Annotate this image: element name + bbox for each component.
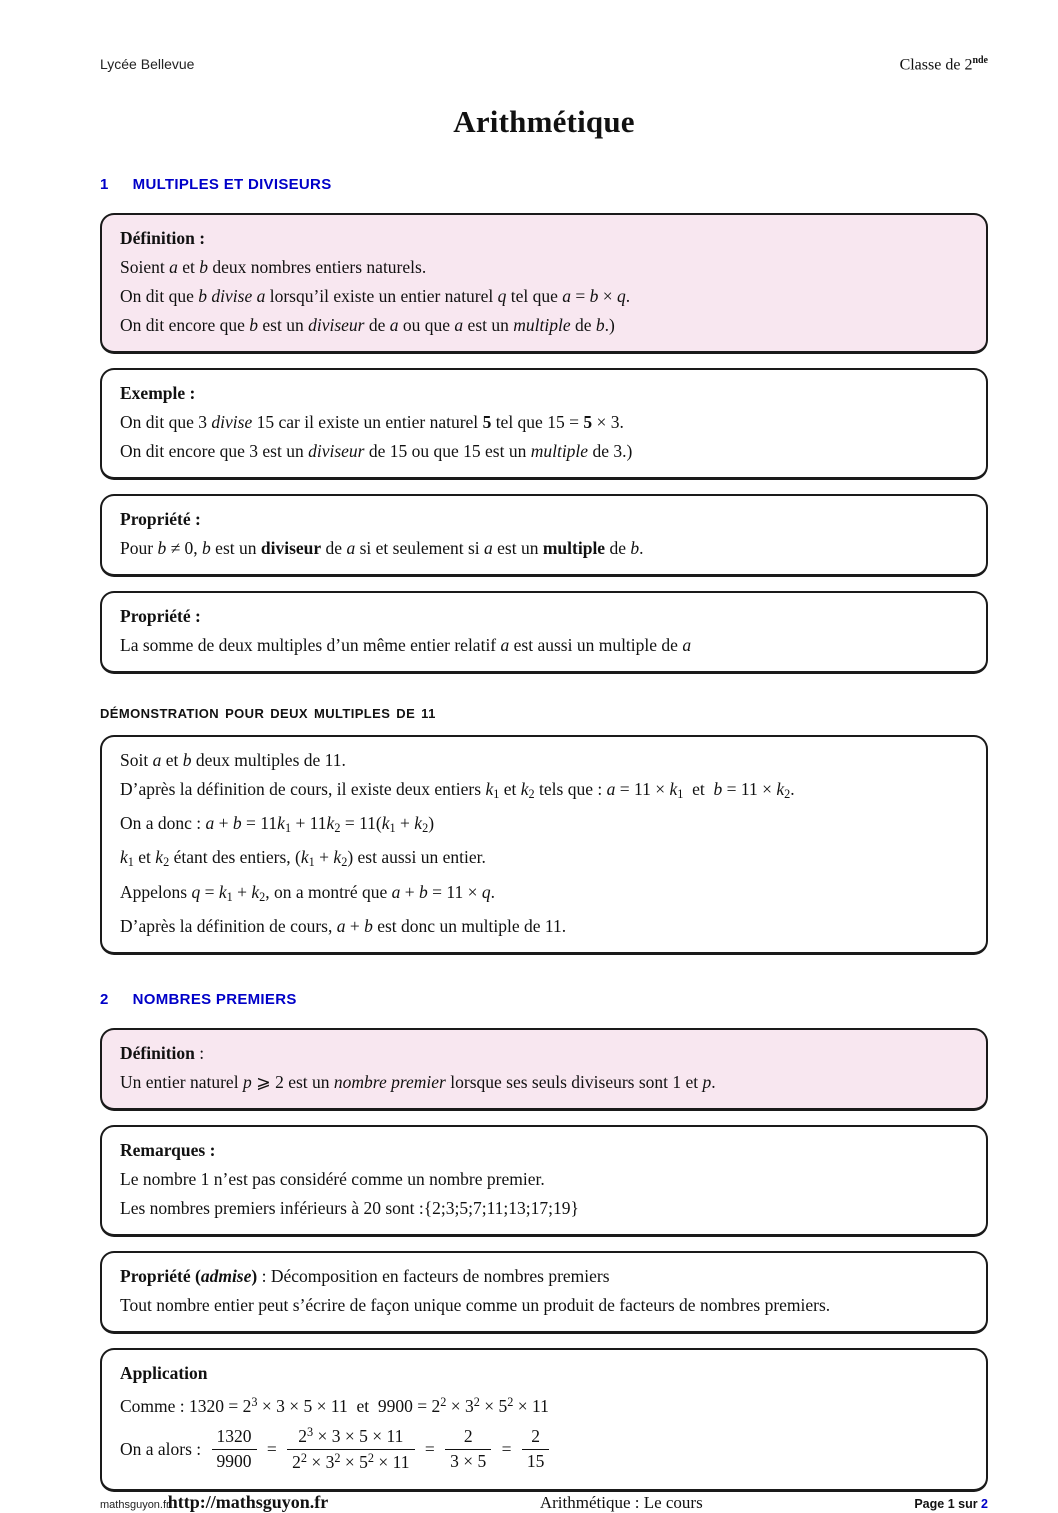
demonstration-box (100, 735, 988, 954)
box-line: On dit que b divise a lorsqu’il existe un entier naturel q tel que a = b × q. (120, 286, 631, 307)
box-line: k1 et k2 étant des entiers, (k1 + k2) est aussi un entier. (120, 847, 486, 870)
class-label (900, 55, 988, 74)
section-2-label: NOMBRES PREMIERS (132, 990, 297, 1008)
section-1-heading (100, 176, 988, 193)
propriete-box-admise (100, 1251, 988, 1334)
section-2-heading (100, 991, 988, 1008)
box-heading: Application (120, 1362, 208, 1383)
box-line: D’après la définition de cours, il existe deux entiers k1 et k2 tels que : a = 11 × k1 et b = 11 × k2. (120, 779, 795, 802)
box-heading: Propriété : (120, 606, 201, 627)
box-line: Un entier naturel p ⩾ 2 est un nombre premier lorsque ses seuls diviseurs sont 1 et p. (120, 1071, 716, 1092)
box-line: Comme : $1320 = 2^3 \times 3 \times 5 \times 11$ et $9900 = 2^2 \times 3^2 \times 5^2 \times 11$ (120, 1394, 549, 1416)
box-heading: Exemple : (120, 383, 196, 404)
box-heading: Remarques : (120, 1139, 216, 1160)
class-superscript: nde (972, 55, 988, 66)
box-heading: Définition : (120, 228, 206, 249)
fraction-equation-line: On a alors : $\frac{1320}{9900}$ = $\frac{2^3 \times 3 \times 5 \times 11}{2^2 \times 3^2 \times 5^2 \times 11}$ = $\frac{2}{3 \times 5}$ = $\frac{2}{15}$ (120, 1421, 968, 1478)
box-line: Soient a et b deux nombres entiers naturels. (120, 257, 427, 278)
footer-page-indicator (914, 1497, 988, 1511)
footer-site-url: http://mathsguyon.fr (167, 1491, 329, 1512)
page-footer (100, 1492, 988, 1513)
box-line: Pour b ≠ 0, b est un diviseur de a si et seulement si a est un multiple de b. (120, 538, 644, 559)
application-box (100, 1348, 988, 1492)
box-line: Les nombres premiers inférieurs à 20 sont :{2;3;5;7;11;13;17;19} (120, 1197, 579, 1218)
footer-site (100, 1492, 328, 1513)
box-line: On dit encore que b est un diviseur de a ou que a est un multiple de b.) (120, 315, 615, 336)
footer-page-label: Page 1 sur (914, 1496, 982, 1511)
box-line: On a donc : a + b = 11k1 + 11k2 = 11(k1 + k2) (120, 813, 435, 836)
class-prefix: Classe de 2 (899, 56, 973, 74)
page-title: Arithmétique (453, 104, 635, 140)
definition-box-multiples (100, 213, 988, 354)
propriete-box-1 (100, 494, 988, 577)
section-1-label: MULTIPLES ET DIVISEURS (132, 176, 332, 194)
box-line: La somme de deux multiples d’un même entier relatif a est aussi un multiple de a (120, 635, 692, 656)
box-heading: Définition : (120, 1042, 205, 1063)
exemple-box (100, 368, 988, 480)
section-1-number: 1 (100, 176, 109, 194)
box-line: Appelons q = k1 + k2, on a montré que a + b = 11 × q. (120, 881, 495, 904)
box-line: Soit a et b deux multiples de 11. (120, 750, 346, 771)
box-heading: Propriété : (120, 509, 201, 530)
box-line: On dit encore que 3 est un diviseur de 15 ou que 15 est un multiple de 3.) (120, 441, 633, 462)
section-2-number: 2 (100, 990, 109, 1008)
box-line: D’après la définition de cours, a + b est donc un multiple de 11. (120, 915, 567, 936)
footer-site-small: mathsguyon.fr (100, 1498, 170, 1511)
page-header (100, 55, 988, 74)
definition-box-premiers (100, 1028, 988, 1111)
box-line: Tout nombre entier peut s’écrire de façon unique comme un produit de facteurs de nombres premiers. (120, 1294, 831, 1315)
demonstration-heading: DÉMONSTRATION POUR DEUX MULTIPLES DE 11 (100, 706, 436, 722)
box-heading: Propriété (admise) : Décomposition en facteurs de nombres premiers (120, 1265, 610, 1286)
school-name: Lycée Bellevue (100, 56, 195, 73)
footer-page-number: 2 (981, 1496, 988, 1511)
box-line: Le nombre 1 n’est pas considéré comme un nombre premier. (120, 1168, 545, 1189)
footer-document-title: Arithmétique : Le cours (539, 1492, 703, 1512)
propriete-box-2 (100, 591, 988, 674)
remarques-box (100, 1125, 988, 1237)
box-line: On dit que 3 divise 15 car il existe un entier naturel 5 tel que 15 = 5 × 3. (120, 412, 624, 433)
